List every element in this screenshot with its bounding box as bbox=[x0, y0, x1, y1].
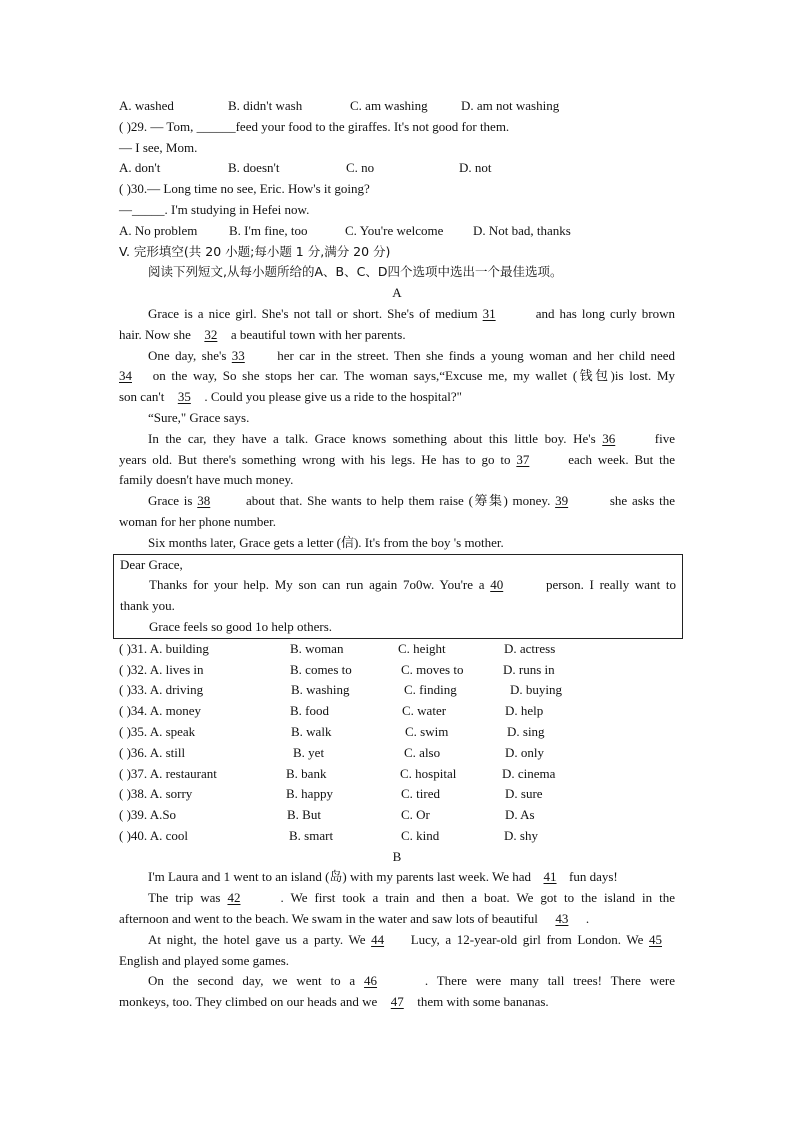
question-option-c: C. moves to bbox=[401, 661, 464, 677]
text: hair. Now she bbox=[119, 326, 191, 342]
question-option-a: ( )31. A. building bbox=[119, 640, 209, 656]
blank-31: 31 bbox=[482, 305, 496, 321]
blank-37: 37 bbox=[516, 451, 530, 467]
letter-line: thank you. bbox=[120, 598, 175, 614]
question-row bbox=[119, 784, 675, 805]
questions-a-list bbox=[119, 639, 675, 847]
option-b: B. doesn't bbox=[228, 160, 280, 176]
option-a: A. don't bbox=[119, 160, 161, 176]
question-option-c: C. kind bbox=[401, 827, 440, 843]
text: In the car, they have a talk. Grace knows something about this little boy. He's bbox=[148, 430, 596, 446]
option-b: B. didn't wash bbox=[228, 98, 303, 113]
question-option-b: B. bank bbox=[286, 765, 327, 781]
question-option-d: D. shy bbox=[504, 827, 538, 843]
paragraph-line bbox=[119, 450, 675, 471]
text: she asks the bbox=[609, 493, 675, 509]
blank-40: 40 bbox=[490, 577, 504, 593]
paragraph-line: English and played some games. bbox=[119, 952, 290, 968]
question-row bbox=[119, 680, 675, 701]
q28-options bbox=[119, 96, 675, 117]
text: a beautiful town with her parents. bbox=[230, 326, 406, 342]
question-option-d: D. sing bbox=[507, 723, 545, 739]
passage-b-label: B bbox=[392, 848, 402, 864]
text: each week. But the bbox=[568, 451, 675, 467]
text: monkeys, too. They climbed on our heads and we bbox=[119, 994, 378, 1010]
question-option-d: D. cinema bbox=[502, 765, 556, 781]
letter-greeting: Dear Grace, bbox=[120, 556, 183, 572]
text: I'm Laura and 1 went to an island (岛) with my parents last week. We had bbox=[148, 869, 532, 885]
question-row bbox=[119, 722, 675, 743]
question-text: — Tom, bbox=[150, 118, 194, 134]
text: The trip was bbox=[148, 890, 221, 906]
question-option-a: ( )32. A. lives in bbox=[119, 661, 204, 677]
question-option-c: C. tired bbox=[401, 786, 440, 802]
text: years old. But there's something wrong with his legs. He has to go to bbox=[119, 451, 511, 467]
blank-39: 39 bbox=[555, 493, 569, 509]
text: . We first took a train and then a boat. We got to the island in the bbox=[280, 890, 675, 906]
text: five bbox=[654, 430, 675, 446]
text: . Could you please give us a ride to the hospital?" bbox=[204, 389, 462, 405]
blank-42: 42 bbox=[227, 890, 241, 906]
blank-36: 36 bbox=[602, 430, 616, 446]
question-row bbox=[119, 701, 675, 722]
section-instruction: 阅读下列短文,从每小题所给的A、B、C、D四个选项中选出一个最佳选项。 bbox=[148, 264, 563, 280]
question-row bbox=[119, 660, 675, 681]
blank-44: 44 bbox=[371, 931, 385, 947]
paragraph bbox=[119, 971, 675, 992]
blank-46: 46 bbox=[364, 973, 378, 989]
paragraph bbox=[119, 491, 675, 512]
paragraph bbox=[119, 888, 675, 909]
option-d: D. Not bad, thanks bbox=[473, 222, 571, 238]
document-page bbox=[119, 96, 675, 1013]
question-29 bbox=[119, 117, 675, 138]
reply-text: . I'm studying in Hefei now. bbox=[164, 201, 310, 217]
text: afternoon and went to the beach. We swam in the water and saw lots of beautiful bbox=[119, 911, 538, 927]
question-option-a: ( )38. A. sorry bbox=[119, 786, 193, 802]
paragraph-line bbox=[119, 909, 675, 930]
question-option-a: ( )36. A. still bbox=[119, 744, 186, 760]
text: on the way, So she stops her car. The woman says,“Excuse me, my wallet (钱包)is lost. My bbox=[152, 368, 675, 384]
answer-blank: _____ bbox=[132, 201, 165, 217]
text: . There were many tall trees! There were bbox=[424, 973, 675, 989]
text: . bbox=[585, 911, 590, 927]
question-option-b: B. But bbox=[287, 807, 321, 823]
question-option-d: D. actress bbox=[504, 640, 556, 656]
paragraph-line bbox=[119, 387, 675, 408]
text: son can't bbox=[119, 389, 165, 405]
question-option-a: ( )37. A. restaurant bbox=[119, 765, 217, 781]
question-option-b: B. washing bbox=[291, 682, 350, 698]
paragraph: Six months later, Grace gets a letter (信). It's from the boy 's mother. bbox=[148, 534, 504, 550]
text: Grace is bbox=[148, 493, 193, 509]
paragraph: “Sure," Grace says. bbox=[148, 409, 250, 425]
question-row bbox=[119, 826, 675, 847]
blank-45: 45 bbox=[649, 931, 662, 947]
question-option-a: ( )39. A.So bbox=[119, 807, 177, 823]
letter-line: Grace feels so good 1o help others. bbox=[149, 618, 333, 634]
option-a: A. No problem bbox=[119, 222, 198, 238]
question-option-d: D. sure bbox=[505, 786, 543, 802]
text: fun days! bbox=[569, 869, 618, 885]
option-b: B. I'm fine, too bbox=[229, 222, 308, 238]
question-option-b: B. yet bbox=[293, 744, 325, 760]
option-d: D. not bbox=[459, 160, 492, 176]
passage-a-label: A bbox=[392, 285, 402, 301]
q29-options bbox=[119, 158, 675, 179]
option-d: D. am not washing bbox=[461, 98, 560, 113]
section-heading: V. 完形填空(共 20 小题;每小题 1 分,满分 20 分) bbox=[119, 243, 391, 259]
text: On the second day, we went to a bbox=[148, 973, 356, 989]
answer-blank: ______ bbox=[196, 118, 236, 134]
option-a: A. washed bbox=[119, 98, 174, 113]
question-30-reply bbox=[119, 200, 675, 221]
question-option-c: C. water bbox=[402, 703, 447, 719]
question-option-a: ( )40. A. cool bbox=[119, 827, 188, 843]
blank-34: 34 bbox=[119, 368, 132, 384]
question-option-c: C. Or bbox=[401, 807, 430, 823]
question-option-d: D. As bbox=[505, 807, 535, 823]
paragraph bbox=[119, 304, 675, 325]
paragraph-line bbox=[119, 325, 675, 346]
question-option-a: ( )34. A. money bbox=[119, 703, 201, 719]
paragraph-line: woman for her phone number. bbox=[119, 513, 277, 529]
question-number: ( )29. bbox=[119, 118, 148, 134]
blank-33: 33 bbox=[231, 347, 245, 363]
letter-line bbox=[120, 575, 676, 596]
question-option-b: B. woman bbox=[290, 640, 344, 656]
text: One day, she's bbox=[148, 347, 227, 363]
question-row bbox=[119, 764, 675, 785]
text: and has long curly brown bbox=[535, 305, 675, 321]
question-option-d: D. help bbox=[505, 703, 544, 719]
paragraph bbox=[119, 346, 675, 367]
question-option-c: C. also bbox=[404, 744, 441, 760]
text: person. I really want to bbox=[545, 577, 676, 593]
option-c: C. am washing bbox=[350, 98, 428, 113]
blank-32: 32 bbox=[204, 326, 218, 342]
question-option-b: B. happy bbox=[286, 786, 333, 802]
paragraph-line: family doesn't have much money. bbox=[119, 472, 294, 488]
question-option-c: C. finding bbox=[404, 682, 457, 698]
question-30: ( )30.— Long time no see, Eric. How's it going? bbox=[119, 181, 370, 197]
paragraph bbox=[119, 429, 675, 450]
letter-box bbox=[113, 554, 683, 639]
option-c: C. no bbox=[346, 160, 375, 176]
question-option-d: D. only bbox=[505, 744, 544, 760]
question-option-c: C. swim bbox=[405, 723, 449, 739]
paragraph bbox=[119, 867, 675, 888]
question-text: feed your food to the giraffes. It's not good for them. bbox=[235, 118, 510, 134]
text: At night, the hotel gave us a party. We bbox=[148, 931, 366, 947]
question-option-a: ( )35. A. speak bbox=[119, 723, 196, 739]
blank-41: 41 bbox=[543, 869, 557, 885]
blank-38: 38 bbox=[197, 493, 211, 509]
dash: — bbox=[119, 201, 132, 217]
text: about that. She wants to help them raise (筹集) money. bbox=[246, 493, 551, 509]
question-row bbox=[119, 805, 675, 826]
paragraph-line bbox=[119, 366, 675, 387]
question-option-a: ( )33. A. driving bbox=[119, 682, 204, 698]
blank-43: 43 bbox=[555, 911, 569, 927]
text: her car in the street. Then she finds a young woman and her child need bbox=[277, 347, 675, 363]
question-row bbox=[119, 639, 675, 660]
question-option-b: B. comes to bbox=[290, 661, 352, 677]
question-option-d: D. buying bbox=[510, 682, 562, 698]
question-option-c: C. height bbox=[398, 640, 446, 656]
question-row bbox=[119, 743, 675, 764]
paragraph bbox=[119, 930, 675, 951]
question-option-b: B. food bbox=[290, 703, 329, 719]
blank-35: 35 bbox=[177, 389, 191, 405]
blank-47: 47 bbox=[390, 994, 404, 1010]
question-option-c: C. hospital bbox=[400, 765, 457, 781]
option-c: C. You're welcome bbox=[345, 222, 444, 238]
text: Grace is a nice girl. She's not tall or short. She's of medium bbox=[148, 305, 478, 321]
question-option-d: D. runs in bbox=[503, 661, 555, 677]
text: them with some bananas. bbox=[417, 994, 549, 1010]
question-option-b: B. walk bbox=[291, 723, 332, 739]
text: Lucy, a 12-year-old girl from London. We bbox=[410, 931, 644, 947]
text: Thanks for your help. My son can run again 7o0w. You're a bbox=[149, 577, 485, 593]
question-29-reply: — I see, Mom. bbox=[119, 139, 198, 155]
q30-options bbox=[119, 221, 675, 242]
question-option-b: B. smart bbox=[289, 827, 334, 843]
paragraph-line bbox=[119, 992, 675, 1013]
